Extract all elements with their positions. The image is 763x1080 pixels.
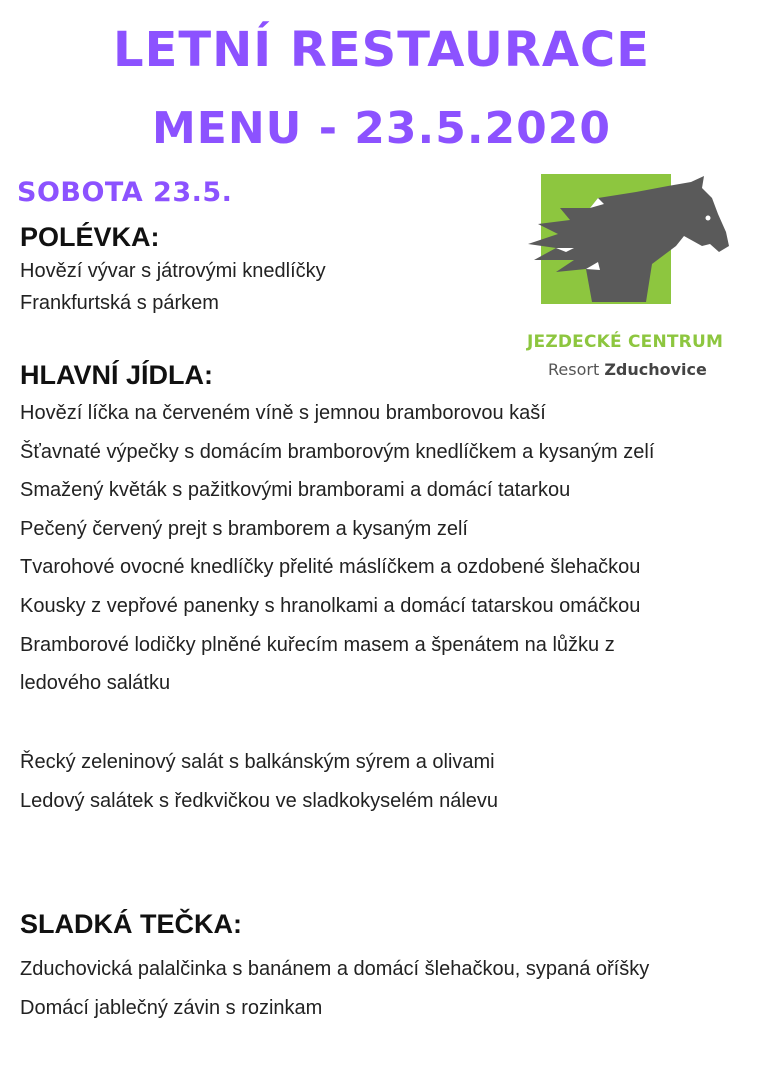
- list-item: Hovězí vývar s játrovými knedlíčky: [20, 260, 326, 282]
- list-item: ledového salátku: [20, 672, 171, 695]
- menu-date-title: MENU - 23.5.2020: [151, 103, 612, 154]
- main-dishes-list: [20, 394, 654, 703]
- list-item: Bramborové lodičky plněné kuřecím masem a špenátem na lůžku z: [20, 633, 615, 656]
- dessert-heading: SLADKÁ TEČKA:: [20, 909, 242, 939]
- list-item: Ledový salátek s ředkvičkou ve sladkokyselém nálevu: [20, 789, 499, 812]
- list-item: Kousky z vepřové panenky s hranolkami a domácí tatarskou omáčkou: [20, 594, 641, 617]
- soup-list: [20, 255, 326, 319]
- logo-subtitle-light: Resort: [548, 360, 605, 379]
- list-item: Tvarohové ovocné knedlíčky přelité máslíčkem a ozdobené šlehačkou: [20, 556, 641, 579]
- list-item: Zduchovická palalčinka s banánem a domácí šlehačkou, sypaná oříšky: [20, 958, 650, 980]
- main-dishes-heading: HLAVNÍ JÍDLA:: [20, 360, 213, 390]
- dessert-list: [20, 950, 649, 1027]
- list-item: Pečený červený prejt s bramborem a kysaným zelí: [20, 517, 468, 540]
- list-item: Domácí jablečný závin s rozinkam: [20, 996, 323, 1019]
- list-item: Hovězí líčka na červeném víně s jemnou bramborovou kaší: [20, 402, 546, 424]
- list-item: Smažený květák s pažitkovými bramborami a domácí tatarkou: [20, 479, 571, 502]
- logo-subtitle-bold: Zduchovice: [604, 360, 707, 379]
- salads-list: [20, 743, 498, 820]
- horse-head-icon: [526, 174, 731, 309]
- soup-heading: POLÉVKA:: [20, 222, 160, 252]
- logo-subtitle: [548, 360, 707, 379]
- day-label: SOBOTA 23.5.: [17, 177, 233, 208]
- resort-logo: [526, 174, 746, 384]
- list-item: Šťavnaté výpečky s domácím bramborovým knedlíčkem a kysaným zelí: [20, 440, 655, 463]
- logo-title: JEZDECKÉ CENTRUM: [527, 332, 724, 352]
- list-item: Frankfurtská s párkem: [20, 292, 219, 314]
- list-item: Řecký zeleninový salát s balkánským sýrem a olivami: [20, 751, 495, 773]
- page-title: LETNÍ RESTAURACE: [113, 22, 650, 78]
